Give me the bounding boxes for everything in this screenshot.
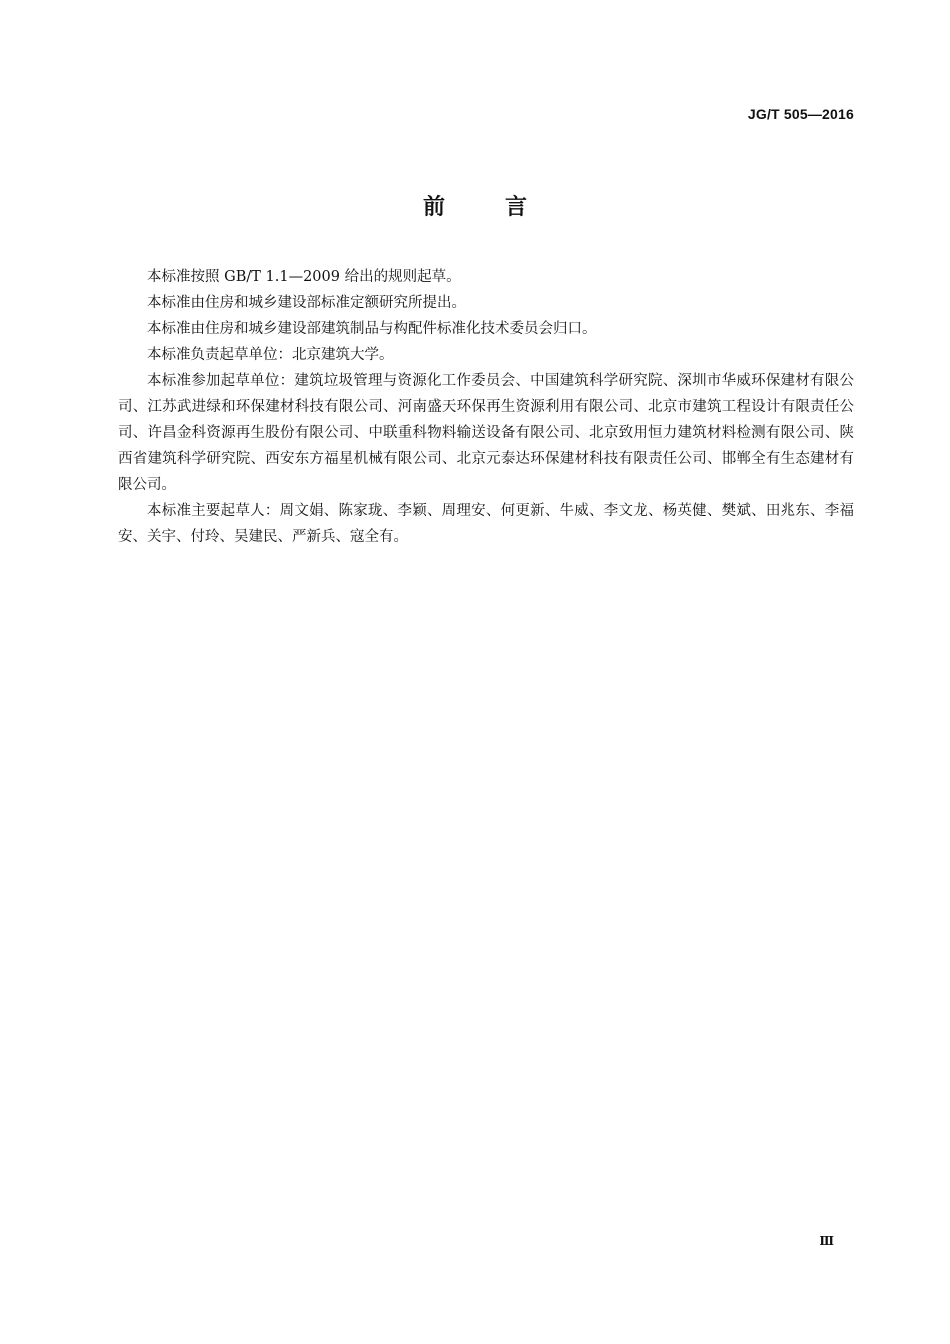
paragraph-proposer: 本标准由住房和城乡建设部标准定额研究所提出。	[147, 295, 466, 311]
paragraph-drafting-rules: 本标准按照 GB/T 1.1—2009 给出的规则起草。	[147, 269, 461, 285]
paragraph-lead-drafter: 本标准负责起草单位：北京建筑大学。	[147, 347, 394, 363]
page-title: 前言	[422, 195, 587, 220]
page-number: Ⅲ	[819, 1234, 834, 1248]
standard-code: JG/T 505—2016	[747, 106, 854, 122]
paragraph-participating-drafters: 本标准参加起草单位：建筑垃圾管理与资源化工作委员会、中国建筑科学研究院、深圳市华威环保建材有限公司、江苏武进绿和环保建材科技有限公司、河南盛天环保再生资源利用有限公司、北京市建筑工程设计有限责任公司、许昌金科资源再生股份有限公司、中联重科物料输送设备有限公司、北京致用恒力建筑材料检测有限公司、陕西省建筑科学研究院、西安东方福星机械有限公司、北京元泰达环保建材科技有限责任公司、邯郸全有生态建材有限公司。	[118, 373, 854, 493]
paragraph-main-drafters: 本标准主要起草人：周文娟、陈家珑、李颖、周理安、何更新、牛威、李文龙、杨英健、樊斌、田兆东、李福安、关宇、付玲、吴建民、严新兵、寇全有。	[118, 503, 854, 545]
foreword-body	[118, 264, 854, 550]
paragraph-committee: 本标准由住房和城乡建设部建筑制品与构配件标准化技术委员会归口。	[147, 321, 597, 337]
